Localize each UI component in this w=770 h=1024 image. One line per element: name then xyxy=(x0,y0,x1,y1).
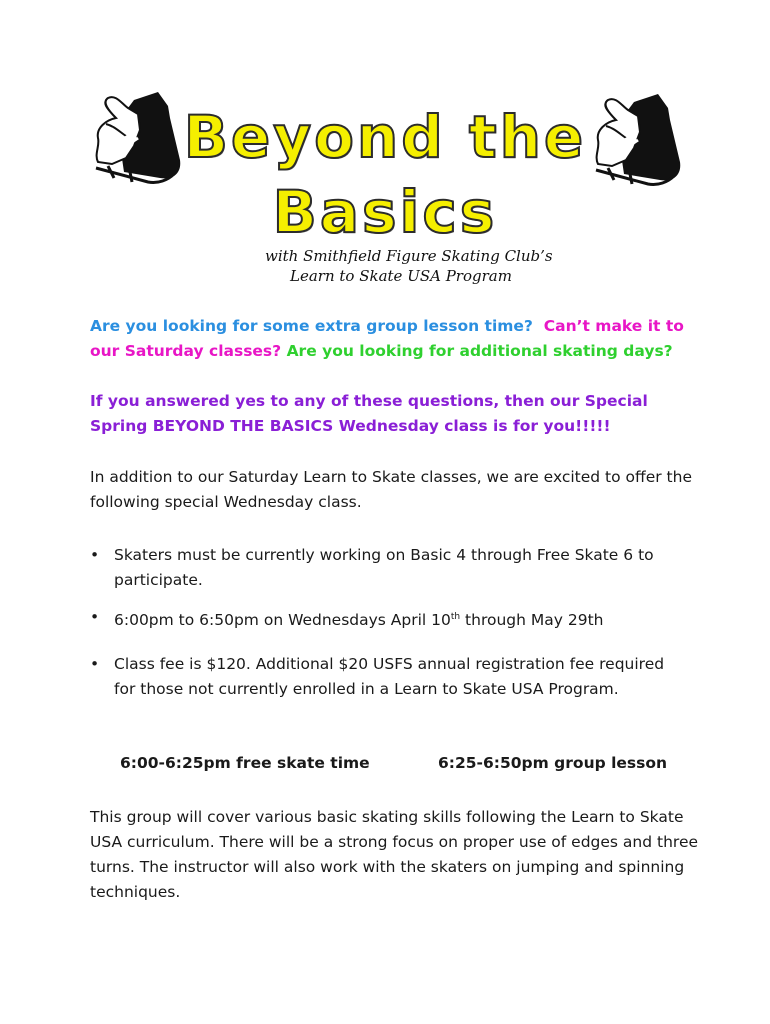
question-additional-days: Are you looking for additional skating days? xyxy=(286,342,673,360)
answer-callout: If you answered yes to any of these questions, then our Special Spring BEYOND THE BASICS Wednesday class is for you!!!!! xyxy=(90,392,648,435)
bullet-marker: • xyxy=(90,546,100,564)
dates-text-end: through May 29th xyxy=(460,611,604,630)
bullet-marker: • xyxy=(90,608,100,626)
ordinal-suffix: th xyxy=(450,612,461,622)
schedule-group-lesson: 6:25-6:50pm group lesson xyxy=(438,754,668,772)
list-item-text: Class fee is $120. Additional $20 USFS annual registration fee required for those not currently enrolled in a Learn to Skate USA Program. xyxy=(114,655,665,698)
schedule-free-skate: 6:00-6:25pm free skate time xyxy=(120,754,370,772)
closing-paragraph: This group will cover various basic skating skills following the Learn to Skate USA curriculum. There will be a strong focus on proper use of edges and three turns. The instructor will also work with the skaters on jumping and spinning techniques. xyxy=(90,808,699,901)
list-item-text xyxy=(114,605,684,633)
bullet-marker: • xyxy=(90,655,100,673)
question-extra-lesson: Are you looking for some extra group lesson time? xyxy=(90,317,533,335)
page-title-line2: Basics xyxy=(272,178,498,246)
intro-paragraph: In addition to our Saturday Learn to Skate classes, we are excited to offer the following special Wednesday class. xyxy=(90,468,692,511)
subtitle-line2: Learn to Skate USA Program xyxy=(290,267,512,285)
question-saturday: Can’t make it to our Saturday classes? xyxy=(90,317,684,360)
page-title-line1: Beyond the xyxy=(183,103,587,171)
subtitle-line1: with Smithfield Figure Skating Club’s xyxy=(265,247,553,265)
questions-paragraph xyxy=(90,314,700,364)
dates-text: 6:00pm to 6:50pm on Wednesdays April 10 xyxy=(114,611,451,630)
list-item-text: Skaters must be currently working on Basic 4 through Free Skate 6 to participate. xyxy=(114,546,654,589)
